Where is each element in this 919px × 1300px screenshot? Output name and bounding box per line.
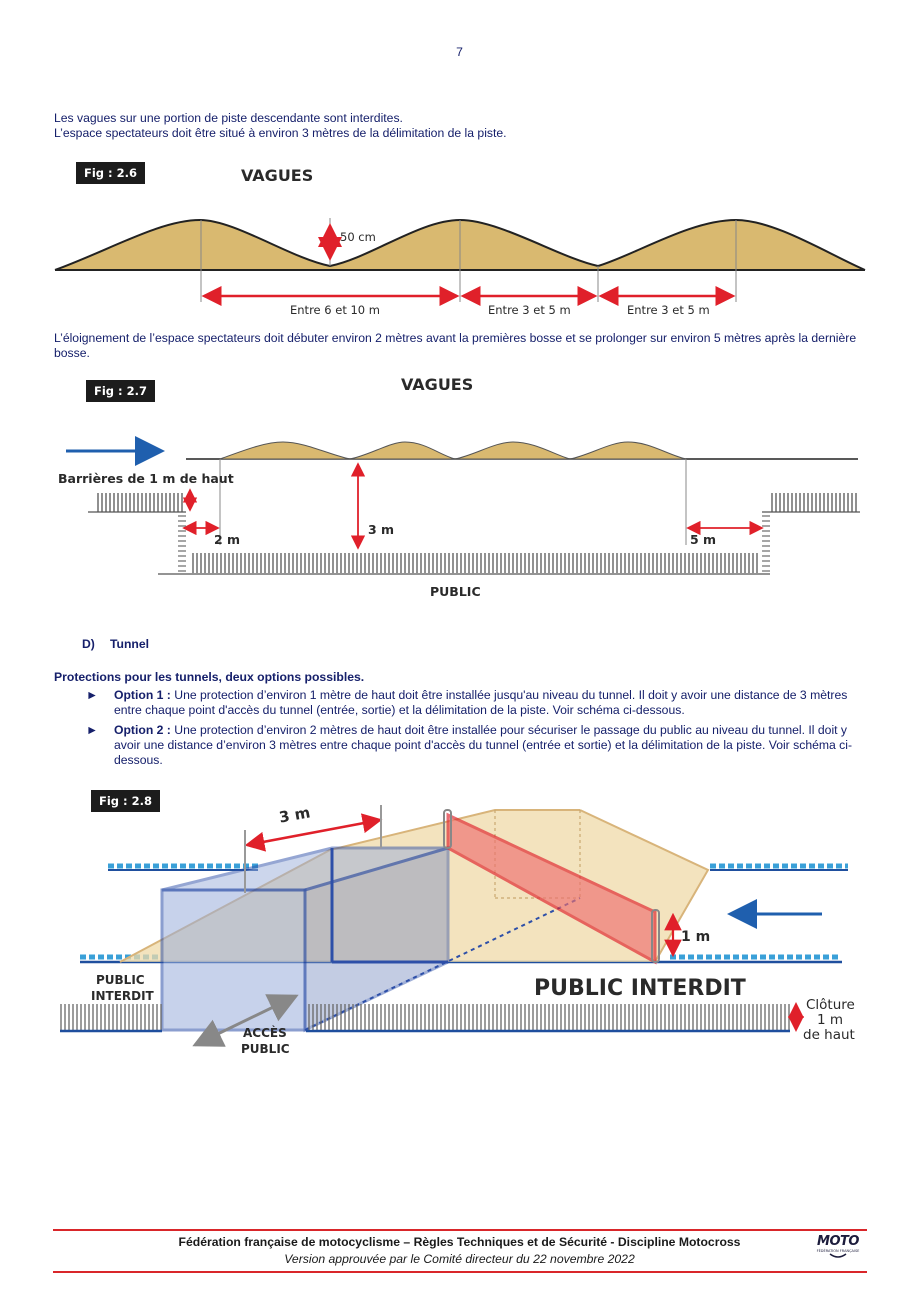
option-1-text: Une protection d’environ 1 mètre de haut doit être installée jusqu'au niveau du tunnel. Il doit y avoir une distance de 3 mètres entre chaque point d'accès du tunnel (entrée, sortie) et la délimitation de la piste. Voir schéma ci-dessous. [114, 688, 848, 717]
option-1-label: Option 1 : [114, 688, 171, 702]
bullet-triangle-icon: ► [86, 723, 99, 737]
fence-left-top [98, 493, 182, 512]
fig-2-8-dim-1m: 1 m [681, 929, 711, 945]
option-1 [86, 688, 866, 718]
footer-title: Fédération française de motocyclisme – Règles Techniques et de Sécurité - Discipline Motocross [178, 1235, 741, 1249]
section-letter: D) [82, 637, 95, 651]
fig-2-8-tag: Fig : 2.8 [91, 790, 160, 812]
footer-line-top [53, 1229, 867, 1231]
fig-2-6-tag: Fig : 2.6 [76, 162, 145, 184]
fig-2-7-dim-3m: 3 m [368, 522, 395, 537]
section-title: Tunnel [110, 637, 150, 651]
intro-line-1: Les vagues sur une portion de piste descendante sont interdites. [54, 111, 403, 125]
fig-2-7-dim-2m: 2 m [214, 532, 241, 547]
fig-2-7-barrier-label: Barrières de 1 m de haut [58, 471, 234, 486]
ffm-logo-text: MOTO [817, 1234, 859, 1249]
fig-2-7-public: PUBLIC [430, 584, 481, 599]
fig-2-8-public-interdit-2: INTERDIT [91, 989, 154, 1003]
fig-2-7-tag: Fig : 2.7 [86, 380, 155, 402]
protections-heading: Protections pour les tunnels, deux options possibles. [54, 670, 365, 684]
paragraph-spectators: L’éloignement de l’espace spectateurs doit débuter environ 2 mètres avant la premières bosse et se prolonger sur environ 5 mètres après la dernière bosse. [54, 331, 857, 360]
fig-2-6-dim-3: Entre 3 et 5 m [627, 303, 710, 317]
ffm-logo-sub: FÉDÉRATION FRANÇAISE [816, 1249, 860, 1253]
fig-2-8-diagram [0, 790, 919, 1060]
fig-2-8-public-interdit-big: PUBLIC INTERDIT [534, 976, 746, 1001]
fig-2-6-diagram [0, 190, 919, 320]
fig-2-8-cloture-1: Clôture [806, 997, 855, 1013]
option-2-label: Option 2 : [114, 723, 171, 737]
fig-2-6-dim-1: Entre 6 et 10 m [290, 303, 380, 317]
fig-2-6-dim-2: Entre 3 et 5 m [488, 303, 571, 317]
fig-2-8-public-interdit-1: PUBLIC [96, 973, 145, 987]
fig-2-8-cloture-2: 1 m [817, 1012, 844, 1028]
fence-right-top [772, 493, 856, 512]
footer-version: Version approuvée par le Comité directeur du 22 novembre 2022 [284, 1252, 635, 1266]
fig-2-8-dim-3m: 3 m [277, 803, 312, 827]
fig-2-7-diagram [0, 430, 919, 590]
page-number: 7 [456, 45, 463, 59]
fig-2-8-acces-1: ACCÈS [243, 1026, 287, 1040]
fence-bottom [190, 553, 760, 573]
fig-2-7-title: VAGUES [401, 375, 474, 394]
fig-2-6-title: VAGUES [241, 166, 314, 185]
option-2 [86, 723, 866, 768]
fig-2-6-height-label: 50 cm [340, 230, 376, 244]
footer-line-bottom [53, 1271, 867, 1273]
ffm-logo [814, 1234, 862, 1266]
fig-2-8-acces-2: PUBLIC [241, 1042, 290, 1056]
fig-2-8-cloture-3: de haut [803, 1027, 855, 1043]
intro-line-2: L’espace spectateurs doit être situé à environ 3 mètres de la délimitation de la piste. [54, 126, 507, 140]
bullet-triangle-icon: ► [86, 688, 99, 702]
option-2-text: Une protection d’environ 2 mètres de haut doit être installée pour sécuriser le passage du public au niveau du tunnel. Il doit y avoir une distance d’environ 3 mètres entre chaque point d'accès du tunnel (entrée et sortie) et la délimitation de la piste. Voir schéma ci-dessous. [114, 723, 853, 767]
fig-2-7-dim-5m: 5 m [690, 532, 717, 547]
